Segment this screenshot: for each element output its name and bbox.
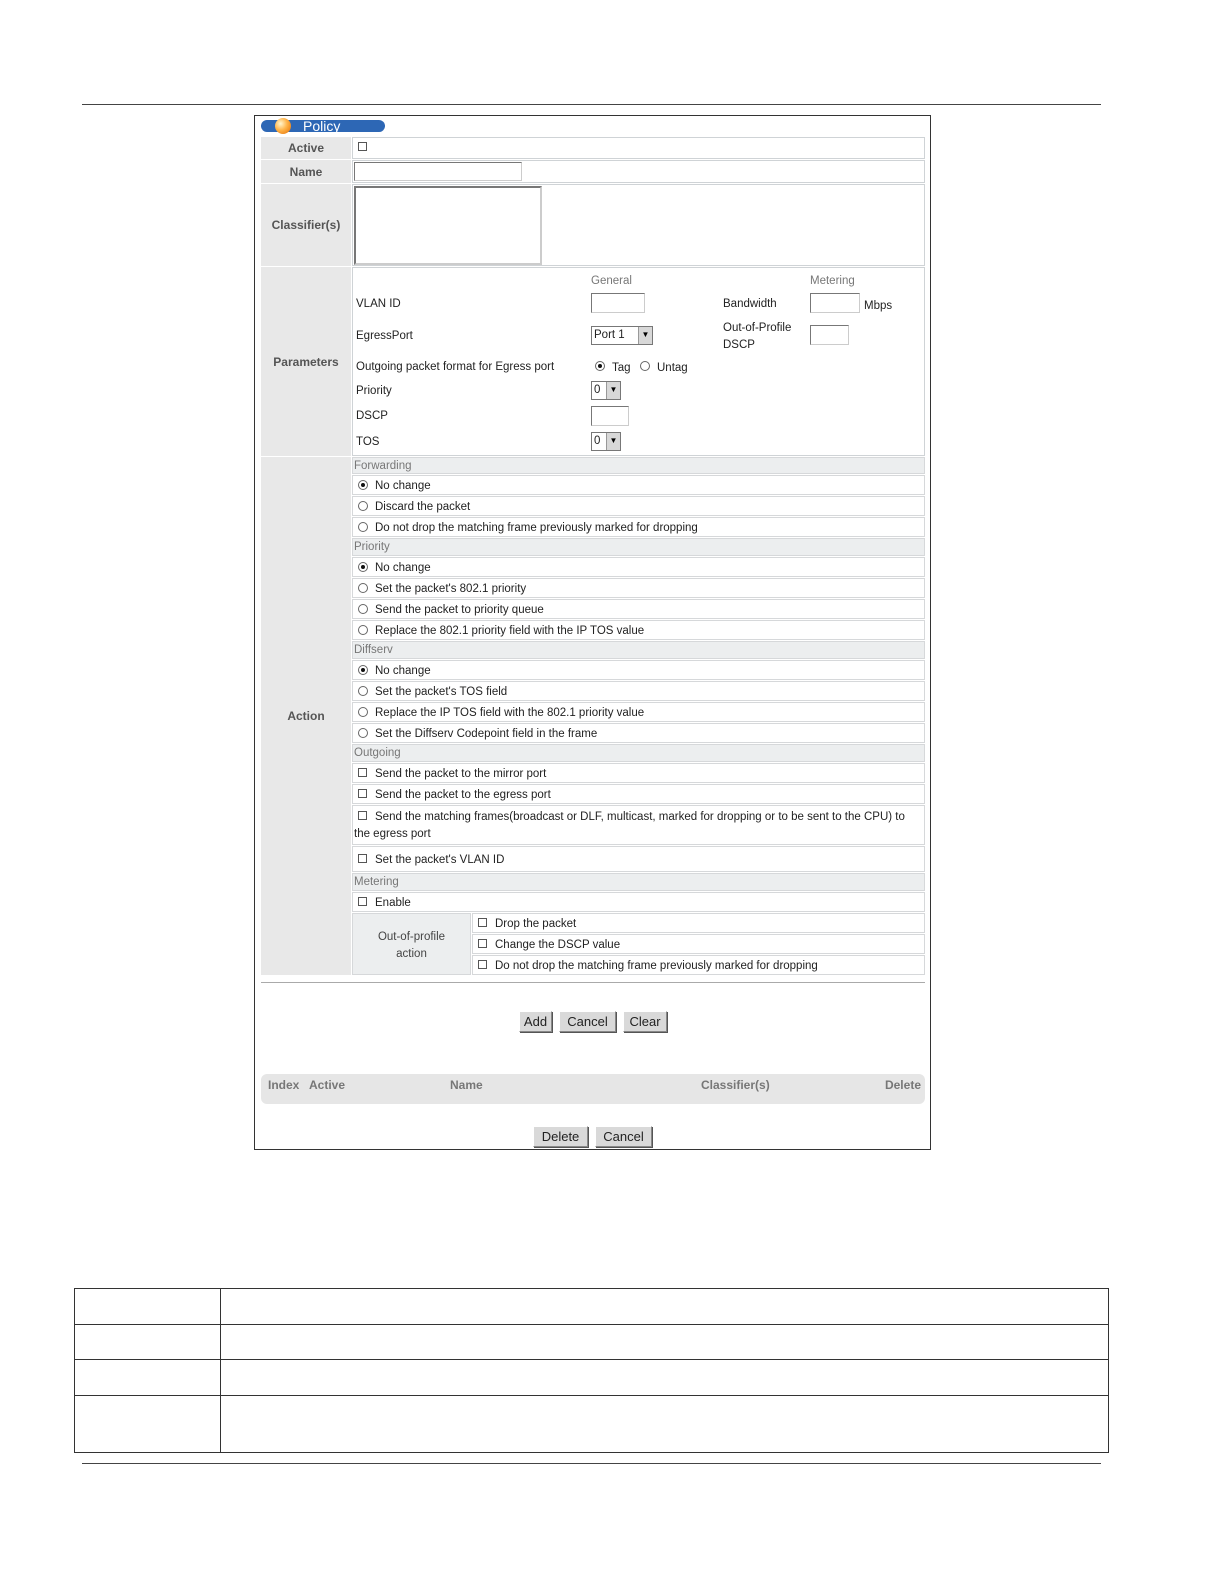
action-label: Action <box>261 457 351 975</box>
summary-table-header <box>261 1074 925 1104</box>
footer-rule <box>82 1463 1101 1464</box>
name-label: Name <box>261 160 351 183</box>
add-button[interactable]: Add <box>519 1011 552 1032</box>
tag-label: Tag <box>612 362 631 374</box>
dscp-label: DSCP <box>356 410 388 422</box>
outgoing-option[interactable]: Send the matching frames(broadcast or DLF, multicast, marked for dropping or to be sent to the CPU) to the egress port <box>352 805 925 845</box>
metering-section-header: Metering <box>352 873 925 891</box>
diffserv-header: Diffserv <box>352 641 925 659</box>
oop-dscp-label-2: DSCP <box>723 339 755 351</box>
oop-option[interactable]: Change the DSCP value <box>472 934 925 954</box>
mbps-label: Mbps <box>864 300 893 312</box>
bandwidth-label: Bandwidth <box>723 298 777 310</box>
metering-enable-row[interactable]: Enable <box>352 892 925 912</box>
tos-select[interactable] <box>591 432 621 451</box>
policy-bullet-icon <box>275 118 291 134</box>
policy-title-bar <box>261 120 385 132</box>
outgoing-option[interactable]: Send the packet to the egress port <box>352 784 925 804</box>
priority-header: Priority <box>352 538 925 556</box>
oop-dscp-label-1: Out-of-Profile <box>723 322 792 334</box>
oop-action-label-cell: Out-of-profile action <box>352 913 471 975</box>
general-header: General <box>591 275 632 287</box>
tag-radio[interactable] <box>595 361 605 371</box>
chevron-down-icon: ▼ <box>606 382 620 399</box>
column-active: Active <box>309 1078 346 1092</box>
chevron-down-icon: ▼ <box>638 327 652 344</box>
column-name: Name <box>450 1078 483 1092</box>
tos-label: TOS <box>356 436 380 448</box>
cancel-button-2[interactable]: Cancel <box>595 1126 652 1147</box>
tos-value: 0 <box>594 435 601 447</box>
active-cell <box>352 137 925 159</box>
policy-screenshot <box>254 115 931 1150</box>
clear-button[interactable]: Clear <box>623 1011 667 1032</box>
metering-header: Metering <box>810 275 855 287</box>
column-index: Index <box>268 1078 300 1092</box>
oop-dscp-input[interactable] <box>810 325 849 345</box>
column-classifiers: Classifier(s) <box>701 1078 770 1092</box>
diffserv-option[interactable]: Set the packet's TOS field <box>352 681 925 701</box>
bandwidth-input[interactable] <box>810 293 860 313</box>
column-delete: Delete <box>884 1078 921 1092</box>
diffserv-option[interactable]: No change <box>352 660 925 680</box>
cancel-button[interactable]: Cancel <box>559 1011 616 1032</box>
table-row-divider <box>75 1324 1108 1325</box>
forwarding-option[interactable]: Do not drop the matching frame previously marked for dropping <box>352 517 925 537</box>
priority-value: 0 <box>594 384 601 396</box>
active-checkbox[interactable] <box>358 142 367 151</box>
egress-port-value: Port 1 <box>594 329 625 341</box>
priority-option[interactable]: No change <box>352 557 925 577</box>
table-row-divider <box>75 1359 1108 1360</box>
table-row-divider <box>75 1395 1108 1396</box>
oop-option[interactable]: Drop the packet <box>472 913 925 933</box>
priority-label: Priority <box>356 385 392 397</box>
diffserv-option[interactable]: Replace the IP TOS field with the 802.1 priority value <box>352 702 925 722</box>
header-rule <box>82 104 1101 105</box>
diffserv-option[interactable]: Set the Diffserv Codepoint field in the frame <box>352 723 925 743</box>
untag-label: Untag <box>657 362 688 374</box>
outgoing-header: Outgoing <box>352 744 925 762</box>
outgoing-format-label: Outgoing packet format for Egress port <box>356 361 555 373</box>
classifiers-label: Classifier(s) <box>261 184 351 266</box>
priority-option[interactable]: Set the packet's 802.1 priority <box>352 578 925 598</box>
parameters-label: Parameters <box>261 267 351 456</box>
classifiers-listbox[interactable] <box>354 186 542 265</box>
description-table <box>74 1288 1109 1453</box>
priority-option[interactable]: Replace the 802.1 priority field with the IP TOS value <box>352 620 925 640</box>
chevron-down-icon: ▼ <box>606 433 620 450</box>
egress-port-label: EgressPort <box>356 330 413 342</box>
priority-option[interactable]: Send the packet to priority queue <box>352 599 925 619</box>
forwarding-header: Forwarding <box>352 457 925 474</box>
forwarding-option[interactable]: Discard the packet <box>352 496 925 516</box>
vlan-id-input[interactable] <box>591 293 645 313</box>
egress-port-select[interactable] <box>591 326 653 345</box>
name-input[interactable] <box>354 162 522 181</box>
delete-button[interactable]: Delete <box>533 1126 588 1147</box>
form-divider <box>261 982 925 983</box>
outgoing-option[interactable]: Send the packet to the mirror port <box>352 763 925 783</box>
oop-option[interactable]: Do not drop the matching frame previously marked for dropping <box>472 955 925 975</box>
outgoing-option[interactable]: Set the packet's VLAN ID <box>352 846 925 872</box>
untag-radio[interactable] <box>640 361 650 371</box>
policy-title: Policy <box>303 118 341 134</box>
dscp-input[interactable] <box>591 406 629 426</box>
active-label: Active <box>261 137 351 159</box>
forwarding-option[interactable]: No change <box>352 475 925 495</box>
table-column-divider <box>220 1289 221 1452</box>
priority-select[interactable] <box>591 381 621 400</box>
vlan-id-label: VLAN ID <box>356 298 401 310</box>
